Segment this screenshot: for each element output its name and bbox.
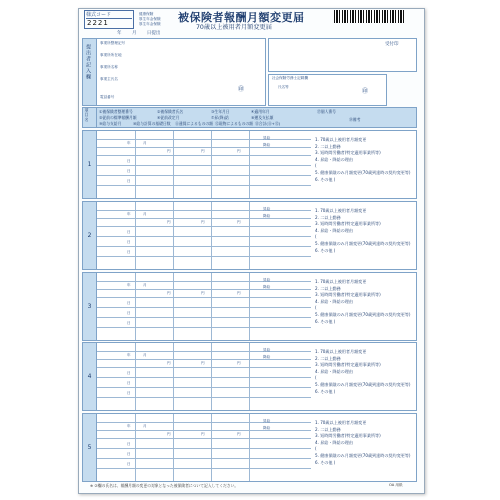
field-phone: 電話番号 [100, 95, 115, 99]
remarks-option[interactable]: 3. 短時間労働者(特定適用事業所等) [315, 362, 381, 368]
record-day-label: 日 [127, 240, 131, 244]
header-label: ⑩給与計算の基礎日数 [133, 121, 171, 126]
header-label: ④適用年月 [251, 109, 270, 114]
form-subtitle: 70歳以上被用者月額変更届 [196, 24, 272, 31]
record-number-text: 2 [87, 231, 92, 239]
remarks-option[interactable]: 2. 二以上勤務 [315, 143, 341, 149]
remarks-options [315, 279, 410, 325]
record-cell-label: 年 [127, 353, 131, 357]
record-cell-label: 降給 [263, 214, 271, 218]
record-cell-label: 円 [237, 291, 241, 295]
record-number [82, 201, 97, 270]
record-cell-label: 円 [201, 361, 205, 365]
record-number-text: 4 [87, 372, 92, 380]
footer-note: ※ ②欄の氏名は、報酬月額の変更の対象となった被保険者について記入してください。 [90, 483, 239, 488]
remarks-option[interactable]: 4. 昇給・降給の理由 [315, 439, 353, 445]
record-cell-label: 円 [201, 432, 205, 436]
record-day-label: 日 [127, 311, 131, 315]
header-label: ⑤従前の標準報酬月額 [99, 115, 137, 120]
record-cell-label: 昇給 [263, 136, 271, 140]
remarks-option[interactable]: 6. その他 ( [315, 247, 336, 253]
record-cell-label: 月 [143, 424, 147, 428]
record-cell-label: 円 [167, 149, 171, 153]
record-day-label: 日 [127, 371, 131, 375]
record-day-label: 日 [127, 452, 131, 456]
record-cell-label: 月 [143, 141, 147, 145]
remarks-option[interactable]: 1. 70歳以上被用者月額変更 [315, 208, 367, 213]
record-cell-label: 円 [201, 149, 205, 153]
header-label: ⑰個人番号 [317, 109, 336, 114]
remarks-option[interactable]: 3. 短時間労働者(特定適用事業所等) [315, 150, 381, 156]
remarks-option[interactable]: 5. 健康保険のみ月額変更(70歳到達時の契約変更等) [315, 169, 411, 175]
record-day-label: 日 [127, 442, 131, 446]
record-day-label: 日 [127, 301, 131, 305]
remarks-options [315, 208, 410, 254]
header-label: ⑥従前改定月 [157, 115, 180, 120]
field-office-address: 事業所所在地 [100, 53, 122, 57]
record-block[interactable] [96, 342, 417, 411]
record-cell-label: 円 [167, 291, 171, 295]
record-day-label: 日 [127, 179, 131, 183]
record-number-text: 3 [87, 302, 92, 310]
remarks-option[interactable]: 6. その他 ( [315, 459, 336, 465]
record-day-label: 日 [127, 250, 131, 254]
header-label: ⑫現物によるものの額 [215, 121, 253, 126]
header-label: ⑨給与支給月 [99, 121, 122, 126]
record-number-text: 1 [87, 160, 92, 168]
record-cell-label: 降給 [263, 355, 271, 359]
remarks-options [315, 420, 410, 466]
record-cell-label: 月 [143, 212, 147, 216]
record-cell-label: 円 [237, 220, 241, 224]
items-section-label: 項目名 [85, 108, 90, 123]
receipt-label: 受付印 [385, 42, 399, 47]
remarks-option[interactable]: 4. 昇給・降給の理由 [315, 368, 353, 374]
record-day-label: 日 [127, 230, 131, 234]
form-code-value: 2221 [87, 19, 109, 27]
form-title: 被保険者報酬月額変更届 [178, 11, 305, 24]
record-cell-label: 降給 [263, 285, 271, 289]
remarks-option[interactable]: 4. 昇給・降給の理由 [315, 227, 353, 233]
stamp-mark: ㊞ [238, 86, 245, 93]
record-number-text: 5 [87, 443, 92, 451]
record-block[interactable] [96, 272, 417, 341]
remarks-option[interactable]: ( [315, 375, 317, 381]
record-cell-label: 円 [201, 220, 205, 224]
remarks-option[interactable]: 5. 健康保険のみ月額変更(70歳到達時の契約変更等) [315, 381, 411, 387]
remarks-option[interactable]: 6. その他 ( [315, 388, 336, 394]
remarks-option[interactable]: 1. 70歳以上被用者月額変更 [315, 279, 367, 284]
remarks-option[interactable]: 4. 昇給・降給の理由 [315, 298, 353, 304]
remarks-option[interactable]: 4. 昇給・降給の理由 [315, 156, 353, 162]
header-label: ①被保険者整理番号 [99, 109, 133, 114]
submission-date [117, 30, 169, 36]
record-cell-label: 月 [143, 283, 147, 287]
remarks-option[interactable]: 1. 70歳以上被用者月額変更 [315, 349, 367, 354]
header-label: ⑬合計(⑪+⑫) [255, 121, 281, 126]
record-number [82, 342, 97, 411]
submitter-box[interactable] [96, 38, 266, 106]
office-lines [139, 12, 161, 27]
record-cell-label: 昇給 [263, 278, 271, 282]
record-cell-label: 昇給 [263, 207, 271, 211]
record-cell-label: 昇給 [263, 419, 271, 423]
remarks-option[interactable]: 5. 健康保険のみ月額変更(70歳到達時の契約変更等) [315, 311, 411, 317]
header-label: ⑪通貨によるものの額 [175, 121, 213, 126]
record-cell-label: 月 [143, 353, 147, 357]
date-day: 日提出 [146, 31, 161, 36]
remarks-option[interactable]: 3. 短時間労働者(特定適用事業所等) [315, 433, 381, 439]
header-row [96, 107, 417, 128]
header-label: ②被保険者氏名 [157, 109, 184, 114]
remarks-option[interactable]: 3. 短時間労働者(特定適用事業所等) [315, 292, 381, 298]
record-cell-label: 年 [127, 424, 131, 428]
remarks-options [315, 349, 410, 395]
record-cell-label: 昇給 [263, 348, 271, 352]
field-office-name: 事業所名称 [100, 65, 118, 69]
labor-consultant-name: 氏名等 [278, 85, 289, 89]
field-office-code: 事業所整理記号 [100, 41, 126, 45]
remarks-option[interactable]: 2. 二以上勤務 [315, 285, 341, 291]
record-cell-label: 円 [237, 361, 241, 365]
record-cell-label: 降給 [263, 426, 271, 430]
record-number [82, 130, 97, 199]
header-label: ③生年月日 [211, 109, 230, 114]
record-cell-label: 円 [167, 361, 171, 365]
remarks-option[interactable]: 6. その他 ( [315, 176, 336, 182]
record-cell-label: 年 [127, 141, 131, 145]
remarks-option[interactable]: 2. 二以上勤務 [315, 214, 341, 220]
record-number [82, 413, 97, 482]
record-day-label: 日 [127, 391, 131, 395]
record-day-label: 日 [127, 381, 131, 385]
remarks-option[interactable]: ( [315, 163, 317, 169]
record-cell-label: 円 [237, 432, 241, 436]
form-code-label: 様式コード [86, 11, 132, 19]
remarks-option[interactable]: 2. 二以上勤務 [315, 355, 341, 361]
record-block[interactable] [96, 130, 417, 199]
date-month: 月 [131, 31, 137, 36]
record-cell-label: 年 [127, 283, 131, 287]
consultant-stamp-mark: ㊞ [362, 88, 369, 95]
office-line: 健康保険 [139, 12, 154, 16]
remarks-option[interactable]: ( [315, 305, 317, 311]
maker-text: OA 用紙 [389, 483, 403, 487]
remarks-option[interactable]: 1. 70歳以上被用者月額変更 [315, 420, 367, 425]
record-number [82, 272, 97, 341]
record-day-label: 日 [127, 321, 131, 325]
barcode-icon [334, 10, 404, 23]
record-day-label: 日 [127, 169, 131, 173]
record-cell-label: 円 [167, 220, 171, 224]
record-cell-label: 円 [201, 291, 205, 295]
labor-consultant-label: 社会保険労務士記載欄 [272, 76, 308, 80]
record-cell-label: 円 [167, 432, 171, 436]
record-day-label: 日 [127, 462, 131, 466]
field-owner-name: 事業主氏名 [100, 77, 118, 81]
date-year: 年 [117, 31, 122, 36]
record-block[interactable] [96, 413, 417, 482]
form-code-box [84, 10, 134, 29]
record-cell-label: 円 [237, 149, 241, 153]
submitter-section-label: 提出者記入欄 [85, 44, 91, 80]
office-line: 厚生年金保険 [139, 17, 161, 21]
remarks-option[interactable]: ( [315, 234, 317, 240]
remarks-option[interactable]: 5. 健康保険のみ月額変更(70歳到達時の契約変更等) [315, 452, 411, 458]
remarks-options [315, 137, 410, 183]
header-label: ⑱備考 [349, 117, 361, 122]
remarks-option[interactable]: ( [315, 446, 317, 452]
record-block[interactable] [96, 201, 417, 270]
remarks-option[interactable]: 2. 二以上勤務 [315, 426, 341, 432]
record-day-label: 日 [127, 159, 131, 163]
header-label: ⑦昇(降)給 [211, 115, 229, 120]
header-label: ⑧遡及支払額 [251, 115, 274, 120]
remarks-option[interactable]: 5. 健康保険のみ月額変更(70歳到達時の契約変更等) [315, 240, 411, 246]
record-cell-label: 年 [127, 212, 131, 216]
remarks-option[interactable]: 3. 短時間労働者(特定適用事業所等) [315, 221, 381, 227]
remarks-option[interactable]: 6. その他 ( [315, 318, 336, 324]
record-cell-label: 降給 [263, 143, 271, 147]
office-line: 厚生年金保険 [139, 22, 161, 26]
remarks-option[interactable]: 1. 70歳以上被用者月額変更 [315, 137, 367, 142]
